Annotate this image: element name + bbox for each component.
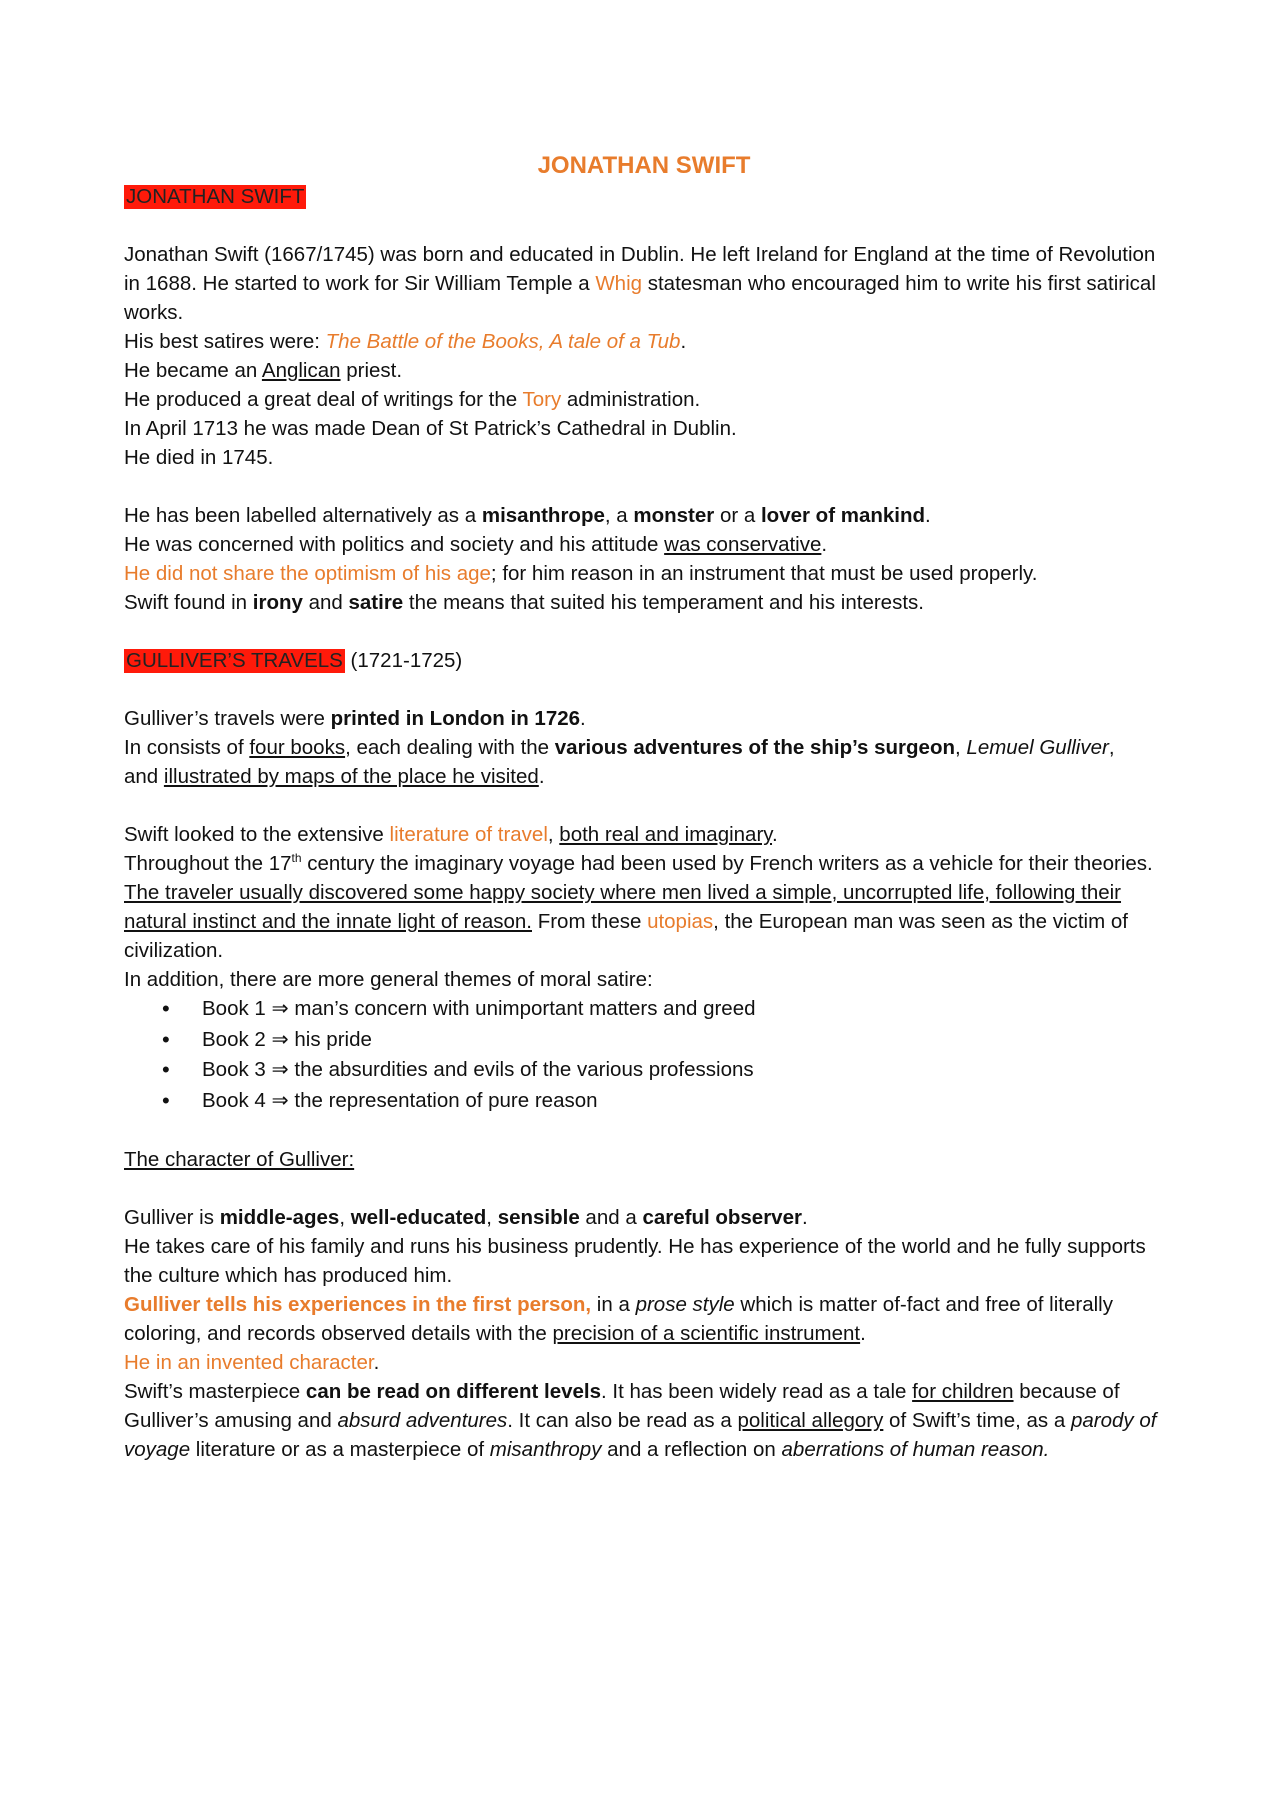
list-item: • Book 1 ⇒ man’s concern with unimportant matters and greed	[124, 994, 1164, 1025]
line-invented: He in an invented character.	[124, 1351, 380, 1374]
line-optimism: He did not share the optimism of his age; for him reason in an instrument that must be used properly.	[124, 562, 1038, 585]
highlighted-heading: GULLIVER’S TRAVELS	[126, 649, 343, 672]
paragraph-masterpiece: Swift’s masterpiece can be read on different levels. It has been widely read as a tale for children because of Gulliver’s amusing and absurd adventures. It can also be read as a political allegory of Swift’s time, as a parody of voyage literature or as a masterpiece of misanthropy and a reflection on aberrations of human reason.	[124, 1380, 1157, 1461]
line-dean: In April 1713 he was made Dean of St Patrick’s Cathedral in Dublin.	[124, 417, 737, 440]
line-died: He died in 1745.	[124, 446, 274, 469]
list-item: • Book 2 ⇒ his pride	[124, 1025, 1164, 1056]
paragraph-books: In consists of four books, each dealing with the various adventures of the ship’s surgeon, Lemuel Gulliver, and illustrated by maps of the place he visited.	[124, 736, 1115, 788]
themes-list	[124, 994, 1164, 1116]
list-item: • Book 3 ⇒ the absurdities and evils of the various professions	[124, 1055, 1164, 1086]
section-heading-gulliver: GULLIVER’S TRAVELS (1721-1725)	[126, 649, 463, 672]
paragraph-family: He takes care of his family and runs his business prudently. He has experience of the world and he fully supports the culture which has produced him.	[124, 1235, 1146, 1287]
section-heading-swift	[124, 182, 1164, 211]
highlighted-heading: JONATHAN SWIFT	[126, 185, 305, 208]
line-tory: He produced a great deal of writings for the Tory administration.	[124, 388, 701, 411]
list-item: • Book 4 ⇒ the representation of pure reason	[124, 1086, 1164, 1117]
paragraph-century: Throughout the 17th century the imaginary voyage had been used by French writers as a vehicle for their theories.	[124, 851, 1153, 875]
whig-term: Whig	[595, 272, 643, 295]
satires-titles: The Battle of the Books, A tale of a Tub	[325, 330, 681, 353]
line-literature: Swift looked to the extensive literature of travel, both real and imaginary.	[124, 823, 778, 846]
paragraph-bio: Jonathan Swift (1667/1745) was born and educated in Dublin. He left Ireland for England at the time of Revolution in 1688. He started to work for Sir William Temple a Whig statesman who encouraged him to write his first satirical works.	[124, 243, 1156, 324]
line-irony: Swift found in irony and satire the means that suited his temperament and his interests.	[124, 591, 924, 614]
line-anglican: He became an Anglican priest.	[124, 359, 403, 382]
section-heading-character: The character of Gulliver:	[124, 1148, 355, 1171]
line-conservative: He was concerned with politics and society and his attitude was conservative.	[124, 533, 828, 556]
paragraph-first-person: Gulliver tells his experiences in the first person, in a prose style which is matter of-fact and free of literally coloring, and records observed details with the precision of a scientific instrument.	[124, 1293, 1113, 1345]
line-themes: In addition, there are more general themes of moral satire:	[124, 968, 653, 991]
paragraph-traveler: The traveler usually discovered some happy society where men lived a simple, uncorrupted life, following their natural instinct and the innate light of reason. From these utopias, the European man was seen as the victim of civilization.	[124, 881, 1128, 962]
page-title: JONATHAN SWIFT	[537, 152, 751, 179]
line-gulliver-traits: Gulliver is middle-ages, well-educated, sensible and a careful observer.	[124, 1206, 808, 1229]
line-labelled: He has been labelled alternatively as a misanthrope, a monster or a lover of mankind.	[124, 504, 931, 527]
line-printed: Gulliver’s travels were printed in London in 1726.	[124, 707, 586, 730]
line-satires: His best satires were: The Battle of the Books, A tale of a Tub.	[124, 330, 687, 353]
document-page	[124, 150, 1164, 1464]
